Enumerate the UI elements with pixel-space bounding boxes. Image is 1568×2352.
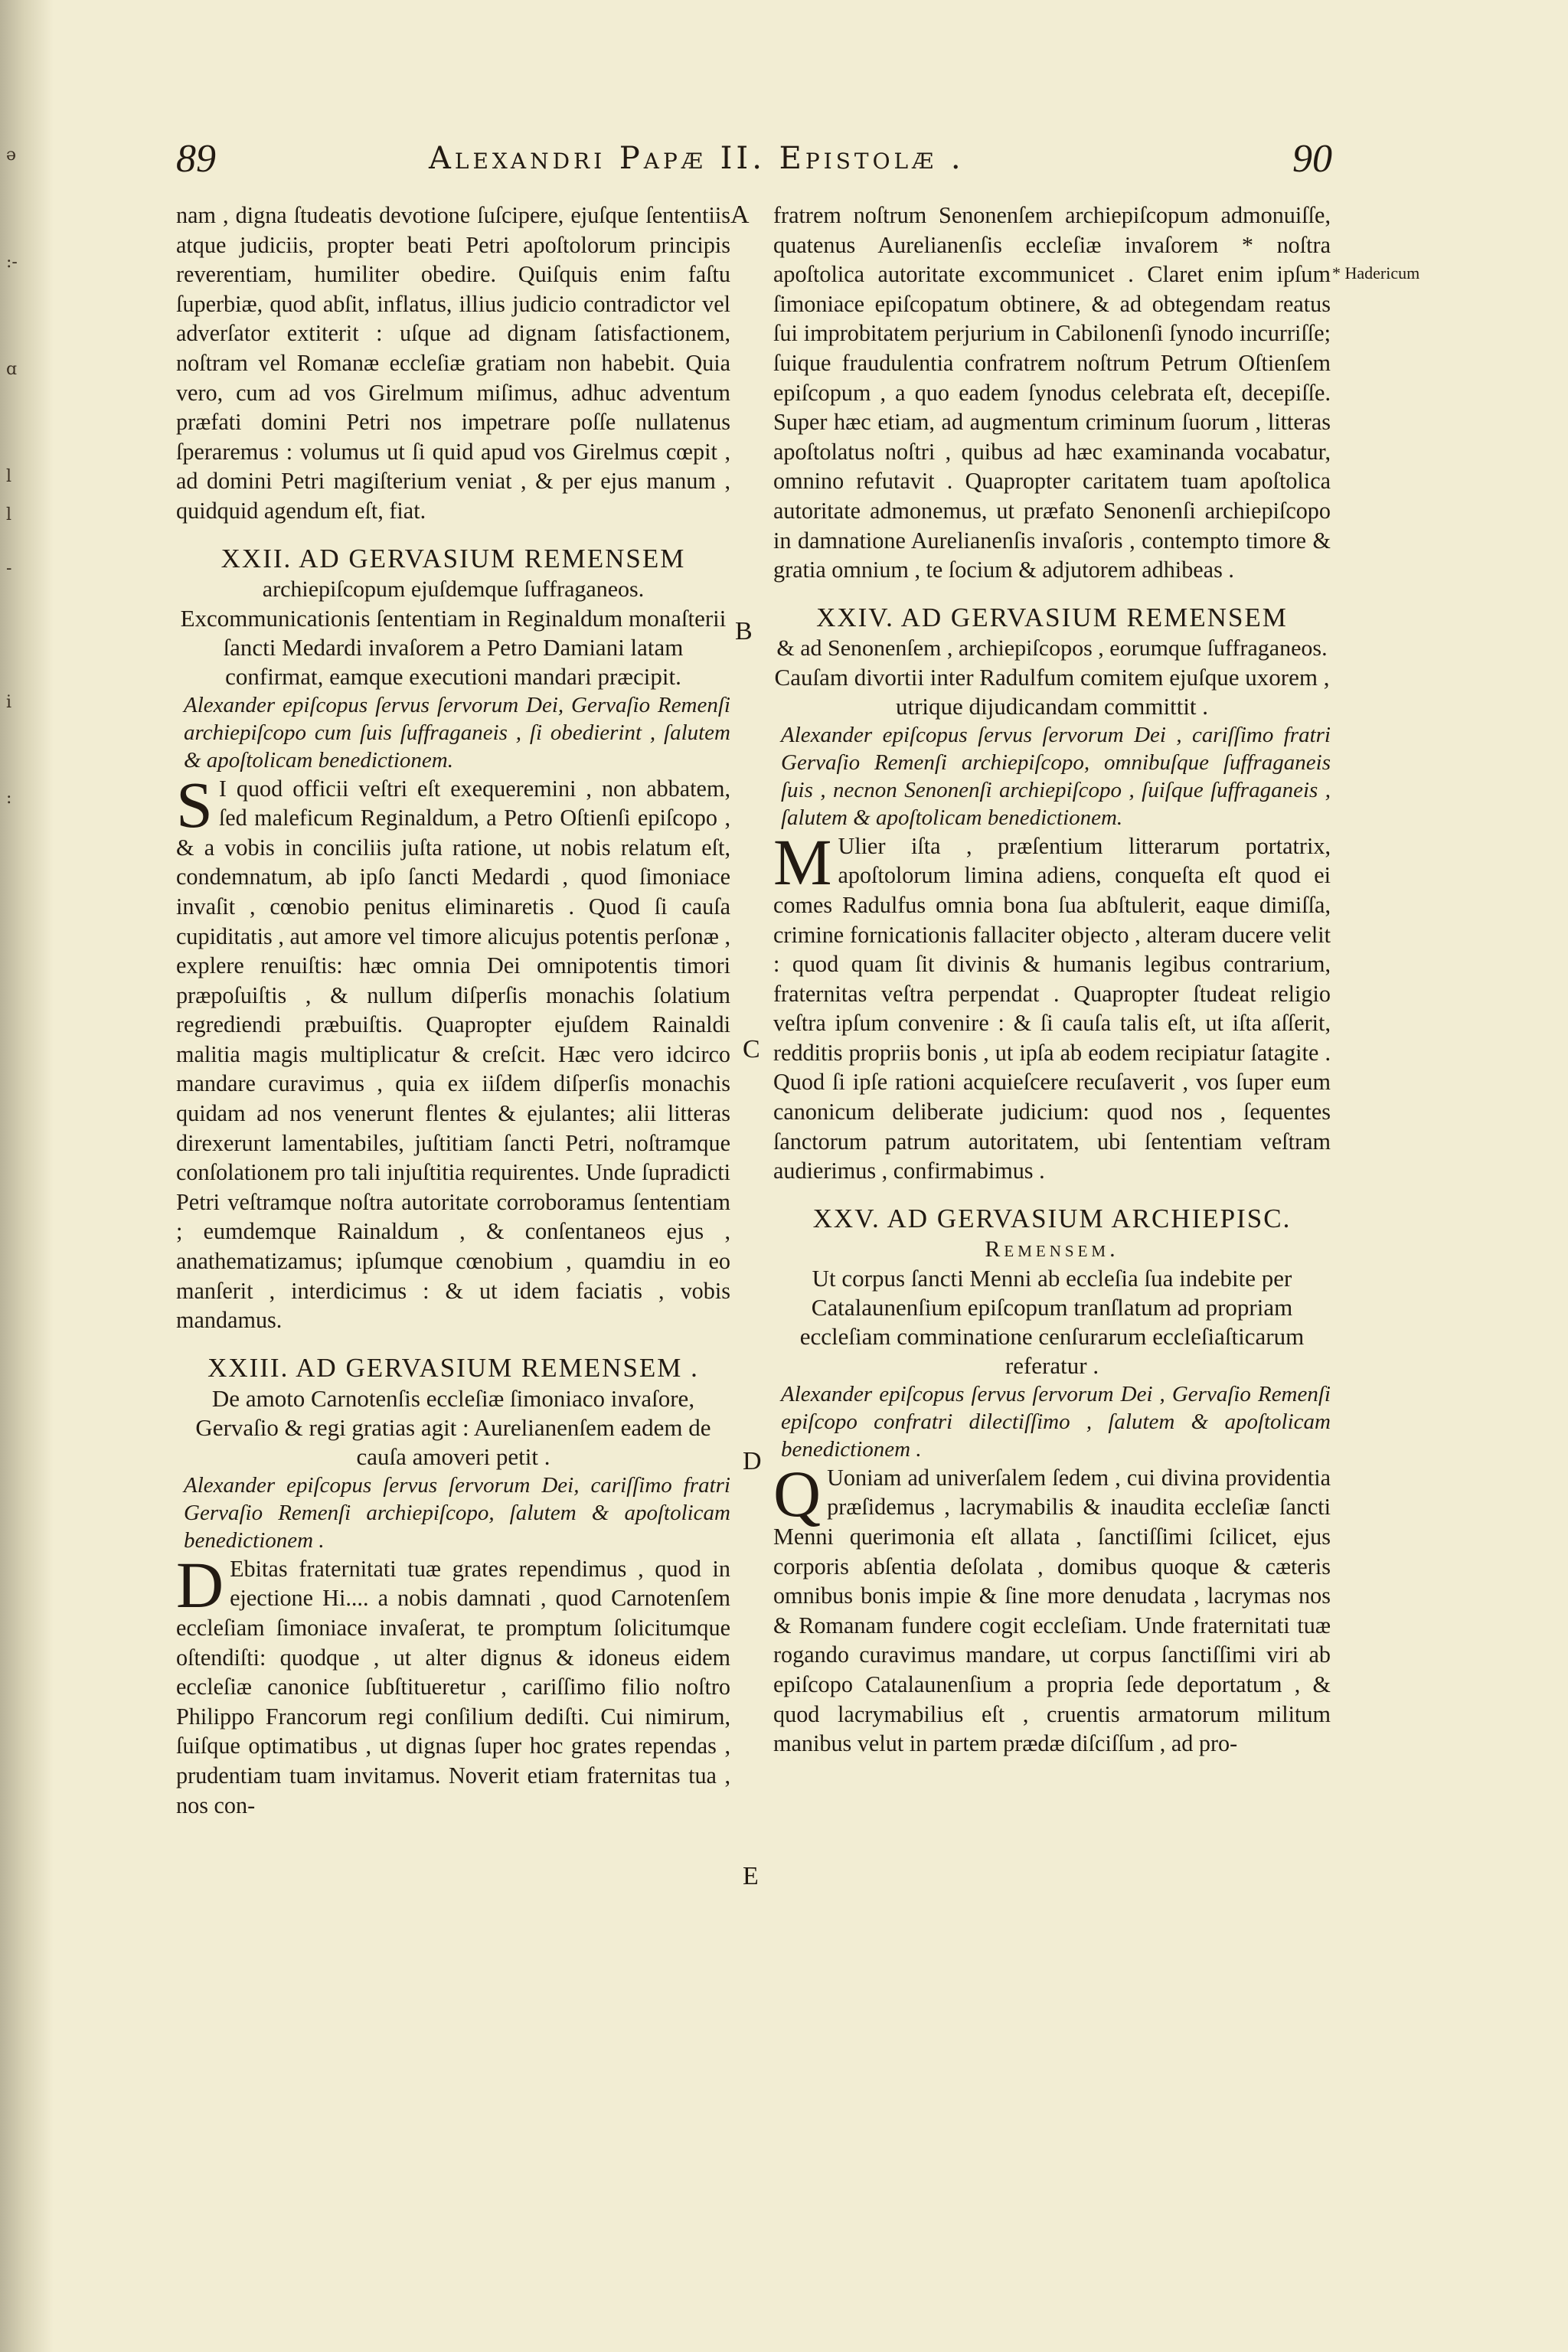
letter-summary: Excommunicationis ſententiam in Reginaldum monaſterii ſancti Medardi invaſorem a Petro Damiani latam confirmat, eamque executioni mandari præcipit.: [180, 604, 727, 690]
letter-xxiv: [773, 602, 1331, 1186]
letter-heading: XXIV. AD GERVASIUM REMENSEM: [816, 602, 1288, 632]
letter-body: [176, 1547, 730, 1820]
gutter-mark: :: [6, 789, 12, 808]
letter-summary: Cauſam divortii inter Radulfum comitem ejuſque uxorem , utrique dijudicandam committit .: [774, 663, 1330, 720]
letter-subheading: Remensem.: [985, 1236, 1119, 1262]
gutter-mark: l: [6, 505, 12, 524]
margin-letter-d: D: [743, 1447, 762, 1475]
drop-cap: Q: [773, 1456, 822, 1530]
letter-body: [773, 1456, 1331, 1759]
letter-heading: XXV. AD GERVASIUM ARCHIEPISC.: [812, 1203, 1292, 1233]
letter-subheading: archiepiſcopum ejuſdemque ſuffraganeos.: [262, 576, 645, 602]
letter-salutation: Alexander epiſcopus ſervus ſervorum Dei, cariſſimo fratri Gervaſio Remenſi archiepiſcopo, ſalutem & apoſtolicam benedictionem .: [184, 1472, 730, 1553]
letter-body-text: Uoniam ad univerſalem ſedem , cui divina providentia præſidemus , lacrymabilis & inaudita eccleſiæ ſancti Menni querimonia eſt allata , ſanctiſſimi ſcilicet, ejus corporis abſentia deſolata , domibus quoque & cæteris omnibus bonis impie & ſine more denudata , lacrymas nos & Romanam fundere cogit eccleſiam. Unde fraternitati tuæ rogando curavimus mandare, ut corpus ſanctiſſimi viri ab epiſcopo Catalaunenſium a propria ſede deportatum , & quod lacrymabilius eſt , cruentis armatorum militum manibus velut in partem prædæ diſciſſum , ad pro-: [773, 1464, 1331, 1757]
gutter-mark: ə: [6, 145, 17, 165]
margin-letter-c: C: [743, 1035, 760, 1063]
gutter-mark: -: [6, 559, 12, 578]
drop-cap: M: [773, 825, 832, 899]
letter-salutation: Alexander epiſcopus ſervus ſervorum Dei , cariſſimo fratri Gervaſio Remenſi archiepiſcopo, omnibuſque ſuffraganeis ſuis , necnon Senonenſi archiepiſcopo , ſuiſque ſuffraganeis , ſalutem & apoſtolicam benedictionem.: [781, 722, 1331, 830]
letter-salutation: Alexander epiſcopus ſervus ſervorum Dei, Gervaſio Remenſi archiepiſcopo cum ſuis ſuffraganeis , ſi obedierint , ſalutem & apoſtolicam benedictionem.: [184, 692, 730, 773]
margin-letter-b: B: [735, 617, 753, 645]
drop-cap: D: [176, 1547, 224, 1622]
running-title: Alexandri Papæ II. Epistolæ .: [429, 141, 965, 176]
continued-text: fratrem noſtrum Senonenſem archiepiſcopum admonuiſſe, quatenus Aurelianenſis eccleſiæ invaſorem * noſtra apoſtolica autoritate excommunicet . Claret enim ipſum ſimoniace epiſcopatum obtinere, & ad obtegendam reatus ſui improbitatem perjurium in Cabilonenſi ſynodo incurriſſe; ſuique fraudulentia confratrem noſtrum Petrum Oſtienſem epiſcopum , a quo eadem ſynodus celebrata eſt, decepiſſe. Super hæc etiam, ad augmentum criminum ſuorum , litteras apoſtolatus noſtri , quibus ad hæc examinanda vocabatur, omnino refutavit . Quapropter caritatem tuam apoſtolica autoritate admonemus, ut præfato Senonenſi archiepiſcopo in damnatione Aurelianenſis invaſoris , contempto timore & gratia omnium , te ſocium & adjutorem adhibeas .: [773, 202, 1331, 583]
letter-heading: XXII. AD GERVASIUM REMENSEM: [220, 543, 686, 573]
left-column: [176, 201, 730, 1820]
gutter-mark: l: [6, 467, 12, 486]
continued-text: nam , digna ſtudeatis devotione ſuſcipere, ejuſque ſententiis atque judiciis, propter beati Petri apoſtolorum principis reverentiam, humiliter obedire. Quiſquis enim faſtu ſuperbiæ, quod abſit, inflatus, illius judicio contradictor vel adverſator extiterit : uſque ad dignam ſatisfactionem, noſtram vel Romanæ eccleſiæ gratiam non habebit. Quia vero, cum ad vos Girelmum miſimus, adhuc adventum præfati domini Petri nos impetrare poſſe nullatenus ſperaremus : volumus ut ſi quid apud vos Girelmus cœpit , ad domini Petri magiſterium veniat , & per ejus manum , quidquid agendum eſt, fiat.: [176, 202, 730, 524]
letter-heading: XXIII. AD GERVASIUM REMENSEM .: [207, 1352, 699, 1383]
gutter-mark: :-: [6, 253, 18, 272]
letter-summary: Ut corpus ſancti Menni ab eccleſia ſua indebite per Catalaunenſium epiſcopum tranſlatum ad propriam eccleſiam comminatione cenſurarum eccleſiaſticarum referatur .: [799, 1264, 1305, 1379]
letter-xxiii: [176, 1352, 730, 1820]
letter-body-text: Ebitas fraternitati tuæ grates rependimus , quod in ejectione Hi.... a nobis damnati , quod Carnotenſem eccleſiam ſimoniace invaſerat, te promptum ſolicitumque oſtendiſti: quodque , ut alter dignus & idoneus eidem eccleſiæ canonice ſubſtitueretur , cariſſimo filio noſtro Philippo Francorum regi conſilium dediſti. Cui nimirum, ſuiſque optimatibus , ut dignas ſuper hoc grates rependas , prudentiam tuam invitamus. Noverit etiam fraternitas tua , nos con-: [176, 1555, 730, 1818]
letter-salutation: Alexander epiſcopus ſervus ſervorum Dei , Gervaſio Remenſi epiſcopo confratri dilectiſſimo , ſalutem & apoſtolicam benedictionem .: [781, 1381, 1331, 1462]
margin-letter-e: E: [743, 1862, 759, 1890]
letter-body: [176, 767, 730, 1335]
gutter-mark: ɑ: [6, 360, 18, 379]
margin-letter-a: A: [730, 201, 750, 229]
letter-xxv: [773, 1203, 1331, 1759]
letter-subheading: & ad Senonenſem , archiepiſcopos , eorumque ſuffraganeos.: [776, 635, 1328, 661]
marginal-note: * Hadericum: [1332, 263, 1420, 283]
running-header: [176, 136, 1332, 190]
page-number-right: 90: [1292, 137, 1332, 181]
right-column: [773, 201, 1331, 1759]
letter-summary: De amoto Carnotenſis eccleſiæ ſimoniaco invaſore, Gervaſio & regi gratias agit : Aurelianenſem eadem de cauſa amoveri petit .: [195, 1384, 711, 1470]
letter-body-text: Ulier iſta , præſentium litterarum portatrix, apoſtolorum limina adiens, conqueſta eſt quod ei comes Radulfus omnia bona ſua abſtulerit, eaque dimiſſa, crimine fornicationis fallaciter objecto , alteram ducere velit : quod quam ſit divinis & humanis legibus contrarium, fraternitas veſtra perpendat . Quapropter ſtudeat religio veſtra ipſum convenire : & ſi cauſa talis eſt, ut iſta aſſerit, redditis propriis bonis , ut ipſa ab eodem recipiatur ſatagite . Quod ſi ipſe rationi acquieſcere recuſaverit , vos ſuper eum canonicum deliberate judicium: quod nos , ſequentes ſanctorum patrum autoritatem, ubi ſententiam veſtram audierimus , confirmabimus .: [773, 832, 1331, 1184]
letter-body: [773, 825, 1331, 1186]
page-edge-shadow: [0, 0, 54, 2352]
gutter-mark: i: [6, 693, 12, 712]
letter-body-text: I quod officii veſtri eſt exequeremini , non abbatem, ſed maleficum Reginaldum, a Petro Oſtienſi epiſcopo , & a vobis in conciliis juſta ratione, ut nobis relatum eſt, condemnatum, ab ipſo ſancti Medardi , quod ſimoniace invaſit , cœnobio penitus eliminaretis . Quod ſi cauſa cupiditatis , aut amore vel timore alicujus potentis perſonæ , explere renuiſtis: hæc omnia Dei omnipotentis timori præpoſuiſtis , & nullum diſperſis monachis ſolatium regrediendi præbuiſtis. Quapropter ejuſdem Rainaldi malitia magis multiplicatur & creſcit. Hæc vero idcirco mandare curavimus , quia ex iiſdem diſperſis monachis quidam ad nos venerunt flentes & ejulantes; alii litteras direxerunt lamentabiles, juſtitiam ſancti Petri, noſtramque conſolationem pro tali injuſtitia requirentes. Unde ſupradicti Petri veſtramque noſtra autoritate corroboramus ſententiam ; eumdemque Rainaldum , & conſentaneos ejus , anathematizamus; ipſumque cœnobium , quamdiu in eo manſerit , interdicimus : & ut idem faciatis , vobis mandamus.: [176, 775, 730, 1334]
drop-cap: S: [176, 767, 213, 841]
page-number-left: 89: [176, 137, 216, 181]
letter-xxii: [176, 543, 730, 1335]
